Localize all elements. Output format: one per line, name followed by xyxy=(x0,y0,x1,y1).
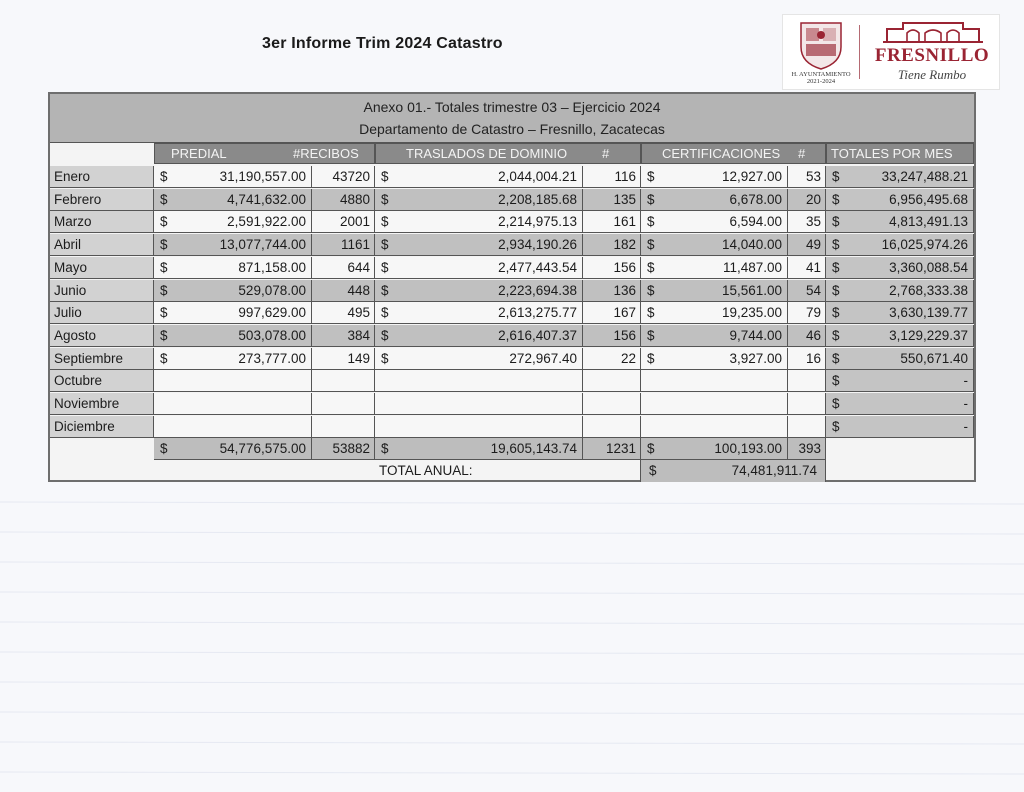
recibos-cell xyxy=(312,416,375,438)
monthly-total-cell: $ - xyxy=(826,416,974,438)
certificaciones-cell: $ 12,927.00 xyxy=(641,166,788,188)
table-row xyxy=(50,370,974,392)
building-arch-icon xyxy=(883,19,983,43)
traslados-num-cell: 182 xyxy=(583,234,641,256)
predial-cell: $ 4,741,632.00 xyxy=(154,189,312,211)
predial-cell: $ 2,591,922.00 xyxy=(154,211,312,233)
catastro-summary-table xyxy=(48,92,976,482)
monthly-total-cell: $ - xyxy=(826,370,974,392)
traslados-cell: $ 272,967.40 xyxy=(375,348,583,370)
table-row xyxy=(50,234,974,256)
month-label: Mayo xyxy=(50,257,154,279)
certificaciones-cell xyxy=(641,416,788,438)
traslados-num-cell xyxy=(583,393,641,415)
predial-cell: $ 529,078.00 xyxy=(154,280,312,302)
predial-cell: $ 273,777.00 xyxy=(154,348,312,370)
column-header-recibos: #RECIBOS xyxy=(293,146,359,161)
cert-num-cell xyxy=(788,416,826,438)
certificaciones-cell: $ 9,744.00 xyxy=(641,325,788,347)
recibos-cell: 644 xyxy=(312,257,375,279)
traslados-num-cell xyxy=(583,370,641,392)
table-row xyxy=(50,348,974,370)
monthly-total-cell: $ 6,956,495.68 xyxy=(826,189,974,211)
total-traslados: $ 19,605,143.74 xyxy=(375,438,583,460)
traslados-num-cell xyxy=(583,416,641,438)
total-cert-num: 393 xyxy=(788,438,826,460)
certificaciones-cell xyxy=(641,370,788,392)
monthly-total-cell: $ 3,129,229.37 xyxy=(826,325,974,347)
predial-cell xyxy=(154,416,312,438)
recibos-cell: 384 xyxy=(312,325,375,347)
recibos-cell: 149 xyxy=(312,348,375,370)
month-label: Octubre xyxy=(50,370,154,392)
cert-num-cell xyxy=(788,393,826,415)
total-traslados-num: 1231 xyxy=(583,438,641,460)
traslados-num-cell: 22 xyxy=(583,348,641,370)
table-heading-line1: Anexo 01.- Totales trimestre 03 – Ejercicio 2024 xyxy=(363,99,661,115)
logo-divider xyxy=(859,25,860,79)
cert-num-cell: 54 xyxy=(788,280,826,302)
monthly-total-cell: $ 4,813,491.13 xyxy=(826,211,974,233)
certificaciones-cell: $ 6,594.00 xyxy=(641,211,788,233)
cert-num-cell: 49 xyxy=(788,234,826,256)
annual-total-value: $ 74,481,911.74 xyxy=(641,460,826,482)
table-row xyxy=(50,325,974,347)
traslados-num-cell: 161 xyxy=(583,211,641,233)
brand-tagline: Tiene Rumbo xyxy=(897,67,967,82)
traslados-cell: $ 2,044,004.21 xyxy=(375,166,583,188)
certificaciones-cell: $ 14,040.00 xyxy=(641,234,788,256)
table-heading-line2: Departamento de Catastro – Fresnillo, Zacatecas xyxy=(359,121,665,137)
column-header-predial: PREDIAL #RECIBOS xyxy=(154,143,375,164)
recibos-cell: 43720 xyxy=(312,166,375,188)
total-certificaciones: $ 100,193.00 xyxy=(641,438,788,460)
traslados-num-cell: 116 xyxy=(583,166,641,188)
seal-caption: H. AYUNTAMIENTO 2021-2024 xyxy=(791,71,851,85)
month-label: Marzo xyxy=(50,211,154,233)
traslados-num-cell: 156 xyxy=(583,325,641,347)
cert-num-cell: 41 xyxy=(788,257,826,279)
coat-of-arms-icon xyxy=(793,19,849,71)
month-label: Junio xyxy=(50,280,154,302)
totals-row xyxy=(50,438,974,460)
certificaciones-cell xyxy=(641,393,788,415)
cert-num-cell: 53 xyxy=(788,166,826,188)
monthly-total-cell: $ - xyxy=(826,393,974,415)
certificaciones-cell: $ 11,487.00 xyxy=(641,257,788,279)
predial-cell xyxy=(154,393,312,415)
month-label: Febrero xyxy=(50,189,154,211)
traslados-cell xyxy=(375,393,583,415)
column-header-traslados-num: # xyxy=(602,146,610,161)
monthly-total-cell: $ 550,671.40 xyxy=(826,348,974,370)
recibos-cell: 495 xyxy=(312,302,375,324)
month-label: Agosto xyxy=(50,325,154,347)
recibos-cell: 1161 xyxy=(312,234,375,256)
traslados-num-cell: 135 xyxy=(583,189,641,211)
annual-total-label: TOTAL ANUAL: xyxy=(375,460,641,482)
month-label: Enero xyxy=(50,166,154,188)
traslados-cell: $ 2,223,694.38 xyxy=(375,280,583,302)
month-label: Julio xyxy=(50,302,154,324)
monthly-total-cell: $ 3,360,088.54 xyxy=(826,257,974,279)
month-label: Septiembre xyxy=(50,348,154,370)
predial-cell xyxy=(154,370,312,392)
total-predial: $ 54,776,575.00 xyxy=(154,438,312,460)
column-header-totales: TOTALES POR MES xyxy=(826,143,974,164)
recibos-cell xyxy=(312,393,375,415)
certificaciones-cell: $ 6,678.00 xyxy=(641,189,788,211)
table-row xyxy=(50,393,974,415)
brand-name: FRESNILLO xyxy=(874,45,990,66)
traslados-cell: $ 2,616,407.37 xyxy=(375,325,583,347)
recibos-cell: 2001 xyxy=(312,211,375,233)
certificaciones-cell: $ 19,235.00 xyxy=(641,302,788,324)
table-row xyxy=(50,211,974,233)
predial-cell: $ 871,158.00 xyxy=(154,257,312,279)
traslados-num-cell: 136 xyxy=(583,280,641,302)
table-row xyxy=(50,280,974,302)
predial-cell: $ 503,078.00 xyxy=(154,325,312,347)
monthly-total-cell: $ 2,768,333.38 xyxy=(826,280,974,302)
table-row xyxy=(50,166,974,188)
table-heading xyxy=(50,94,974,143)
traslados-cell: $ 2,208,185.68 xyxy=(375,189,583,211)
cert-num-cell: 46 xyxy=(788,325,826,347)
monthly-total-cell: $ 33,247,488.21 xyxy=(826,166,974,188)
column-header-traslados: TRASLADOS DE DOMINIO # xyxy=(375,143,641,164)
table-row xyxy=(50,189,974,211)
traslados-cell xyxy=(375,416,583,438)
cert-num-cell: 79 xyxy=(788,302,826,324)
page-title: 3er Informe Trim 2024 Catastro xyxy=(262,35,503,52)
ruled-background xyxy=(0,480,1024,792)
total-recibos: 53882 xyxy=(312,438,375,460)
month-label: Abril xyxy=(50,234,154,256)
recibos-cell: 4880 xyxy=(312,189,375,211)
monthly-total-cell: $ 3,630,139.77 xyxy=(826,302,974,324)
month-label: Noviembre xyxy=(50,393,154,415)
municipal-logo xyxy=(782,14,1000,90)
recibos-cell xyxy=(312,370,375,392)
cert-num-cell xyxy=(788,370,826,392)
cert-num-cell: 35 xyxy=(788,211,826,233)
predial-cell: $ 13,077,744.00 xyxy=(154,234,312,256)
certificaciones-cell: $ 15,561.00 xyxy=(641,280,788,302)
recibos-cell: 448 xyxy=(312,280,375,302)
table-row xyxy=(50,302,974,324)
traslados-cell: $ 2,477,443.54 xyxy=(375,257,583,279)
traslados-cell: $ 2,934,190.26 xyxy=(375,234,583,256)
table-row xyxy=(50,257,974,279)
traslados-cell xyxy=(375,370,583,392)
certificaciones-cell: $ 3,927.00 xyxy=(641,348,788,370)
traslados-num-cell: 156 xyxy=(583,257,641,279)
column-header-certificaciones: CERTIFICACIONES # xyxy=(641,143,826,164)
predial-cell: $ 997,629.00 xyxy=(154,302,312,324)
table-row xyxy=(50,416,974,438)
monthly-total-cell: $ 16,025,974.26 xyxy=(826,234,974,256)
cert-num-cell: 16 xyxy=(788,348,826,370)
month-label: Diciembre xyxy=(50,416,154,438)
predial-cell: $ 31,190,557.00 xyxy=(154,166,312,188)
traslados-num-cell: 167 xyxy=(583,302,641,324)
column-header-cert-num: # xyxy=(798,146,806,161)
traslados-cell: $ 2,613,275.77 xyxy=(375,302,583,324)
cert-num-cell: 20 xyxy=(788,189,826,211)
traslados-cell: $ 2,214,975.13 xyxy=(375,211,583,233)
